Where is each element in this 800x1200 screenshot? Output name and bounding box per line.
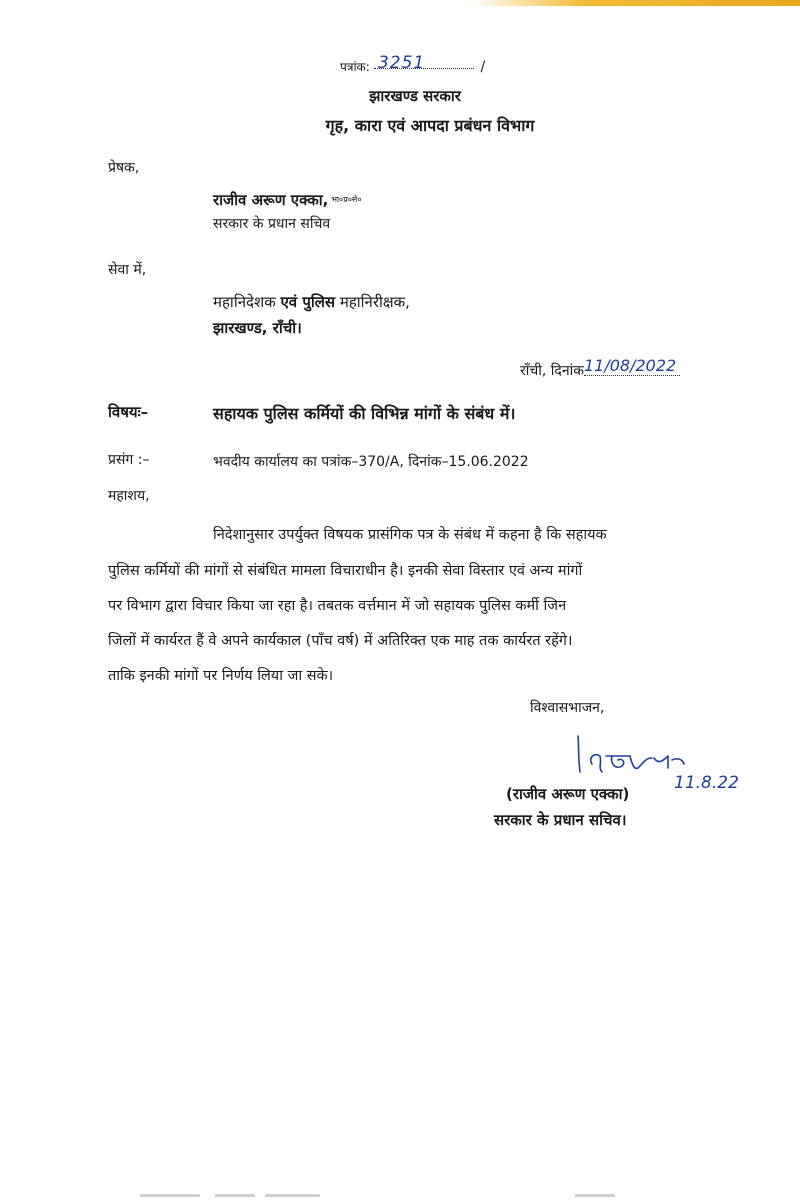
body-line-1: निदेशानुसार उपर्युक्त विषयक प्रासंगिक पत्र के संबंध में कहना है कि सहायक [213, 527, 607, 543]
recipient-line-1-b: एवं पुलिस [280, 293, 336, 311]
letter-number-handwritten: 3251 [377, 53, 426, 73]
sender-name-line [213, 190, 362, 210]
recipient-line-1-a: महानिदेशक [213, 293, 281, 311]
signatory-title: सरकार के प्रधान सचिव। [494, 811, 627, 829]
bottom-edge-marks [0, 1192, 800, 1200]
subject-text: सहायक पुलिस कर्मियों की विभिन्न मांगों के संबंध में। [213, 404, 516, 423]
department-name: गृह, कारा एवं आपदा प्रबंधन विभाग [325, 116, 535, 135]
government-heading [0, 86, 800, 106]
body-line-4: जिलों में कार्यरत हैं वे अपने कार्यकाल (पाँच वर्ष) में अतिरिक्त एक माह तक कार्यरत रहेंगे। [108, 633, 573, 649]
signatory-name: (राजीव अरूण एक्का) [506, 785, 630, 803]
top-decorative-stripe [470, 0, 800, 6]
sender-label: प्रेषक, [108, 160, 140, 176]
letter-number-label: पत्रांक: [340, 60, 370, 74]
date-row [520, 356, 680, 380]
body-line-5: ताकि इनकी मांगों पर निर्णय लिया जा सके। [108, 668, 334, 684]
sender-title: सरकार के प्रधान सचिव [213, 216, 331, 232]
subject-label: विषयः– [108, 403, 149, 421]
recipient-line-1 [213, 292, 410, 312]
department-heading [0, 114, 800, 136]
letter-number-dotted-line [374, 68, 474, 69]
reference-label: प्रसंग :– [108, 452, 150, 468]
date-prefix: राँची, दिनांक [520, 363, 584, 379]
sender-service: भा०प्र०से० [331, 195, 362, 204]
government-name: झारखण्ड सरकार [369, 87, 461, 105]
closing-phrase: विश्वासभाजन, [530, 700, 605, 716]
reference-text: भवदीय कार्यालय का पत्रांक–370/A, दिनांक–15.06.2022 [213, 454, 529, 470]
signature-handwritten-date: 11.8.22 [674, 773, 739, 793]
date-handwritten: 11/08/2022 [584, 356, 680, 376]
body-line-3: पर विभाग द्वारा विचार किया जा रहा है। तबतक वर्त्तमान में जो सहायक पुलिस कर्मी जिन [108, 598, 567, 614]
body-line-2: पुलिस कर्मियों की मांगों से संबंधित मामला विचाराधीन है। इनकी सेवा विस्तार एवं अन्य मांगों [108, 563, 583, 579]
salutation: महाशय, [108, 488, 150, 504]
letter-number-suffix: / [480, 59, 486, 75]
recipient-label: सेवा में, [108, 262, 147, 278]
recipient-line-2: झारखण्ड, राँची। [213, 319, 302, 337]
sender-name: राजीव अरूण एक्का, [213, 191, 329, 209]
letter-number-row [340, 53, 486, 76]
recipient-line-1-c: महानिरीक्षक, [335, 293, 410, 311]
